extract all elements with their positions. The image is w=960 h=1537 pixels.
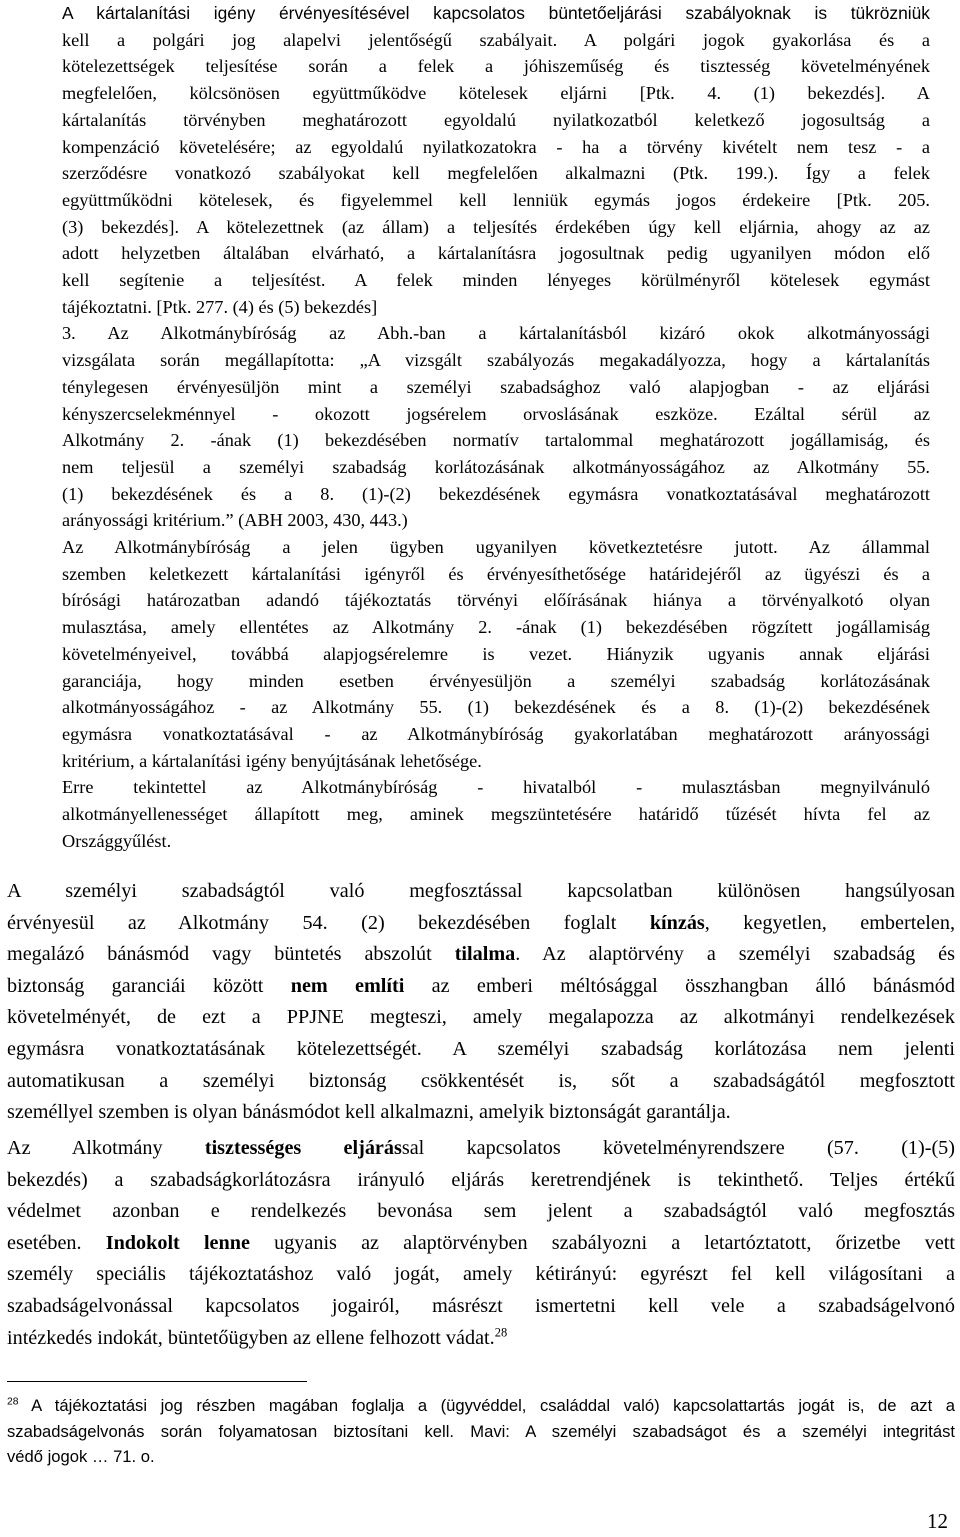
text-line: személy speciális tájékoztatáshoz való jogát, amely kétirányú: egyrészt fel kell világosítani a bbox=[7, 1263, 955, 1286]
footnote-reference[interactable]: 28 bbox=[494, 1324, 508, 1339]
text-line: (1) bekezdésének és a 8. (1)-(2) bekezdésének egymásra vonatkoztatásával meghatározott bbox=[62, 483, 930, 504]
text-line: vizsgálata során megállapította: „A vizsgált szabályozás megakadályozza, hogy a kártalanítás bbox=[62, 350, 930, 371]
text-line: Az Alkotmánybíróság a jelen ügyben ugyanilyen következtetésre jutott. Az állammal bbox=[62, 537, 930, 558]
text-line: személlyel szemben is olyan bánásmódot kell alkalmazni, amelyik biztonságát garantálja. bbox=[7, 1101, 731, 1124]
footnote-separator bbox=[7, 1381, 307, 1382]
text-line: Országgyűlést. bbox=[62, 830, 172, 851]
text-line: védelmet azonban e rendelkezés bevonása sem jelent a szabadságtól való megfosztás bbox=[7, 1200, 955, 1223]
quoted-court-decision bbox=[62, 0, 930, 855]
footnote-line: szabadságelvonás során folyamatosan biztosítani kell. Mavi: A személyi szabadságot és a személyi integritást bbox=[7, 1421, 955, 1441]
text-line: szabadságelvonással kapcsolatos jogairól, másrészt ismertetni kell vele a szabadságelvonó bbox=[7, 1294, 955, 1317]
text-line: (3) bekezdés]. A kötelezettnek (az állam) a teljesítés érdekében úgy kell eljárnia, ahogy az az bbox=[62, 216, 930, 237]
text-line: A kártalanítási igény érvényesítésével kapcsolatos büntetőeljárási szabályoknak is tükrözniük bbox=[62, 3, 930, 23]
text-line: kell segítenie a teljesítést. A felek minden lényeges körülményről kötelesek egymást bbox=[62, 270, 930, 291]
bold-term: tilalma bbox=[454, 943, 516, 966]
text-line: 3. Az Alkotmánybíróság az Abh.-ban a kártalanításból kizáró okok alkotmányossági bbox=[62, 323, 930, 344]
text-line: tájékoztatni. [Ptk. 277. (4) és (5) bekezdés] bbox=[62, 296, 378, 317]
bold-term: kínzás bbox=[649, 911, 705, 934]
text-line: kell a polgári jog alapelvi jelentőségű szabályait. A polgári jogok gyakorlása és a bbox=[62, 29, 930, 50]
text-line: együttműködni kötelesek, és figyelemmel kell lenniük egymás jogos érdekeire [Ptk. 205. bbox=[62, 189, 930, 210]
text-line: arányossági kritérium.” (ABH 2003, 430, 443.) bbox=[62, 510, 408, 531]
text-line: alkotmányosságához - az Alkotmány 55. (1) bekezdésének és a 8. (1)-(2) bekezdésének bbox=[62, 697, 930, 718]
footnote-line: $^{28}$ A tájékoztatási jog részben magában foglalja a (ügyvéddel, családdal való) kapcsolattartás jogát is, de azt a bbox=[7, 1396, 955, 1415]
bold-term: Indokolt lenne bbox=[105, 1231, 250, 1254]
text-line: kritérium, a kártalanítási igény benyújtásának lehetősége. bbox=[62, 750, 482, 771]
text-line: automatikusan a személyi biztonság csökkentését is, sőt a szabadságától megfosztott bbox=[7, 1069, 955, 1092]
text-line: megfelelően, kölcsönösen együttműködve kötelesek eljárni [Ptk. 4. (1) bekezdés]. A bbox=[62, 83, 930, 104]
text-line: szemben keletkezett kártalanítási igényről és érvényesíthetősége határidejéről az ügyészi és a bbox=[62, 563, 930, 584]
text-line: A személyi szabadságtól való megfosztással kapcsolatban különösen hangsúlyosan bbox=[7, 880, 955, 902]
text-line: ténylegesen érvényesüljön mint a személyi szabadsághoz való alapjogban - az eljárási bbox=[62, 376, 930, 397]
text-line: kompenzáció követelésére; az egyoldalú nyilatkozatokra - ha a törvény kivételt nem tesz - a bbox=[62, 136, 930, 157]
text-line: követelményeivel, továbbá alapjogsérelemre is vezet. Hiányzik ugyanis annak eljárási bbox=[62, 643, 930, 664]
text-line: követelményét, de ezt a PPJNE megteszi, amely megalapozza az alkotmányi rendelkezések bbox=[7, 1006, 955, 1029]
text-line: esetében. Indokolt lenne ugyanis az alaptörvényben szabályozni a letartóztatott, őrizetbe vett bbox=[7, 1231, 956, 1254]
footnote-number: 28 bbox=[7, 1396, 19, 1408]
text-line: bekezdés) a szabadságkorlátozásra irányuló eljárás keretrendjének is tekinthető. Teljes értékű bbox=[7, 1168, 955, 1191]
text-line: Az Alkotmány tisztességes eljárással kapcsolatos követelményrendszere (57. (1)-(5) bbox=[7, 1137, 955, 1159]
paragraph-fair-procedure bbox=[7, 1133, 955, 1354]
footnote-28 bbox=[7, 1393, 955, 1470]
text-line: biztonság garanciái között nem említi az emberi méltósággal összhangban álló bánásmód bbox=[7, 974, 955, 997]
text-line: kártalanítás törvényben meghatározott egyoldalú nyilatkozatból keletkező jogosultság a bbox=[62, 109, 930, 130]
text-line: garanciája, hogy minden esetben érvényesüljön a személyi szabadság korlátozásának bbox=[62, 670, 930, 691]
text-line: adott helyzetben általában elvárható, a kártalanításra jogosultnak pedig ugyanilyen módon elő bbox=[62, 243, 930, 264]
text-line: megalázó bánásmód vagy büntetés abszolút tilalma. Az alaptörvény a személyi szabadság és bbox=[7, 943, 955, 966]
text-line: bírósági határozatban adandó tájékoztatás törvényi előírásának hiánya a törvényalkotó olyan bbox=[62, 590, 930, 611]
text-line: Alkotmány 2. -ának (1) bekezdésében normatív tartalommal meghatározott jogállamiság, és bbox=[62, 430, 930, 451]
bold-term: tisztességes eljárás bbox=[204, 1137, 402, 1159]
text-line: érvényesül az Alkotmány 54. (2) bekezdésében foglalt kínzás, kegyetlen, embertelen, bbox=[7, 911, 955, 934]
text-line: intézkedés indokát, büntetőügyben az ellene felhozott vádat.$^{28}$ bbox=[7, 1324, 508, 1349]
bold-term: nem említi bbox=[290, 974, 405, 997]
text-line: kötelezettségek teljesítése során a felek a jóhiszeműség és tisztesség követelményének bbox=[62, 56, 930, 77]
page-number: 12 bbox=[927, 1509, 948, 1533]
text-line: nem teljesül a személyi szabadság korlátozásának alkotmányosságához az Alkotmány 55. bbox=[62, 456, 930, 477]
text-line: Erre tekintettel az Alkotmánybíróság - hivatalból - mulasztásban megnyilvánuló bbox=[62, 777, 930, 798]
text-line: mulasztása, amely ellentétes az Alkotmány 2. -ának (1) bekezdésében rögzített jogállamiság bbox=[62, 617, 930, 638]
text-line: egymásra vonatkoztatásának kötelezettségét. A személyi szabadság korlátozása nem jelenti bbox=[7, 1037, 955, 1060]
text-line: alkotmányellenességet állapított meg, aminek megszüntetésére határidő tűzését hívta fel az bbox=[62, 804, 930, 825]
text-line: szerződésre vonatkozó szabályokat kell megfelelően alkalmazni (Ptk. 199.). Így a felek bbox=[62, 163, 930, 184]
paragraph-personal-liberty bbox=[7, 876, 955, 1129]
text-line: kényszercselekménnyel - okozott jogsérelem orvoslásának eszköze. Ezáltal sérül az bbox=[62, 403, 930, 424]
footnote-line: védő jogok … 71. o. bbox=[7, 1447, 155, 1466]
text-line: egymásra vonatkoztatásával - az Alkotmánybíróság gyakorlatában meghatározott arányossági bbox=[62, 723, 930, 744]
